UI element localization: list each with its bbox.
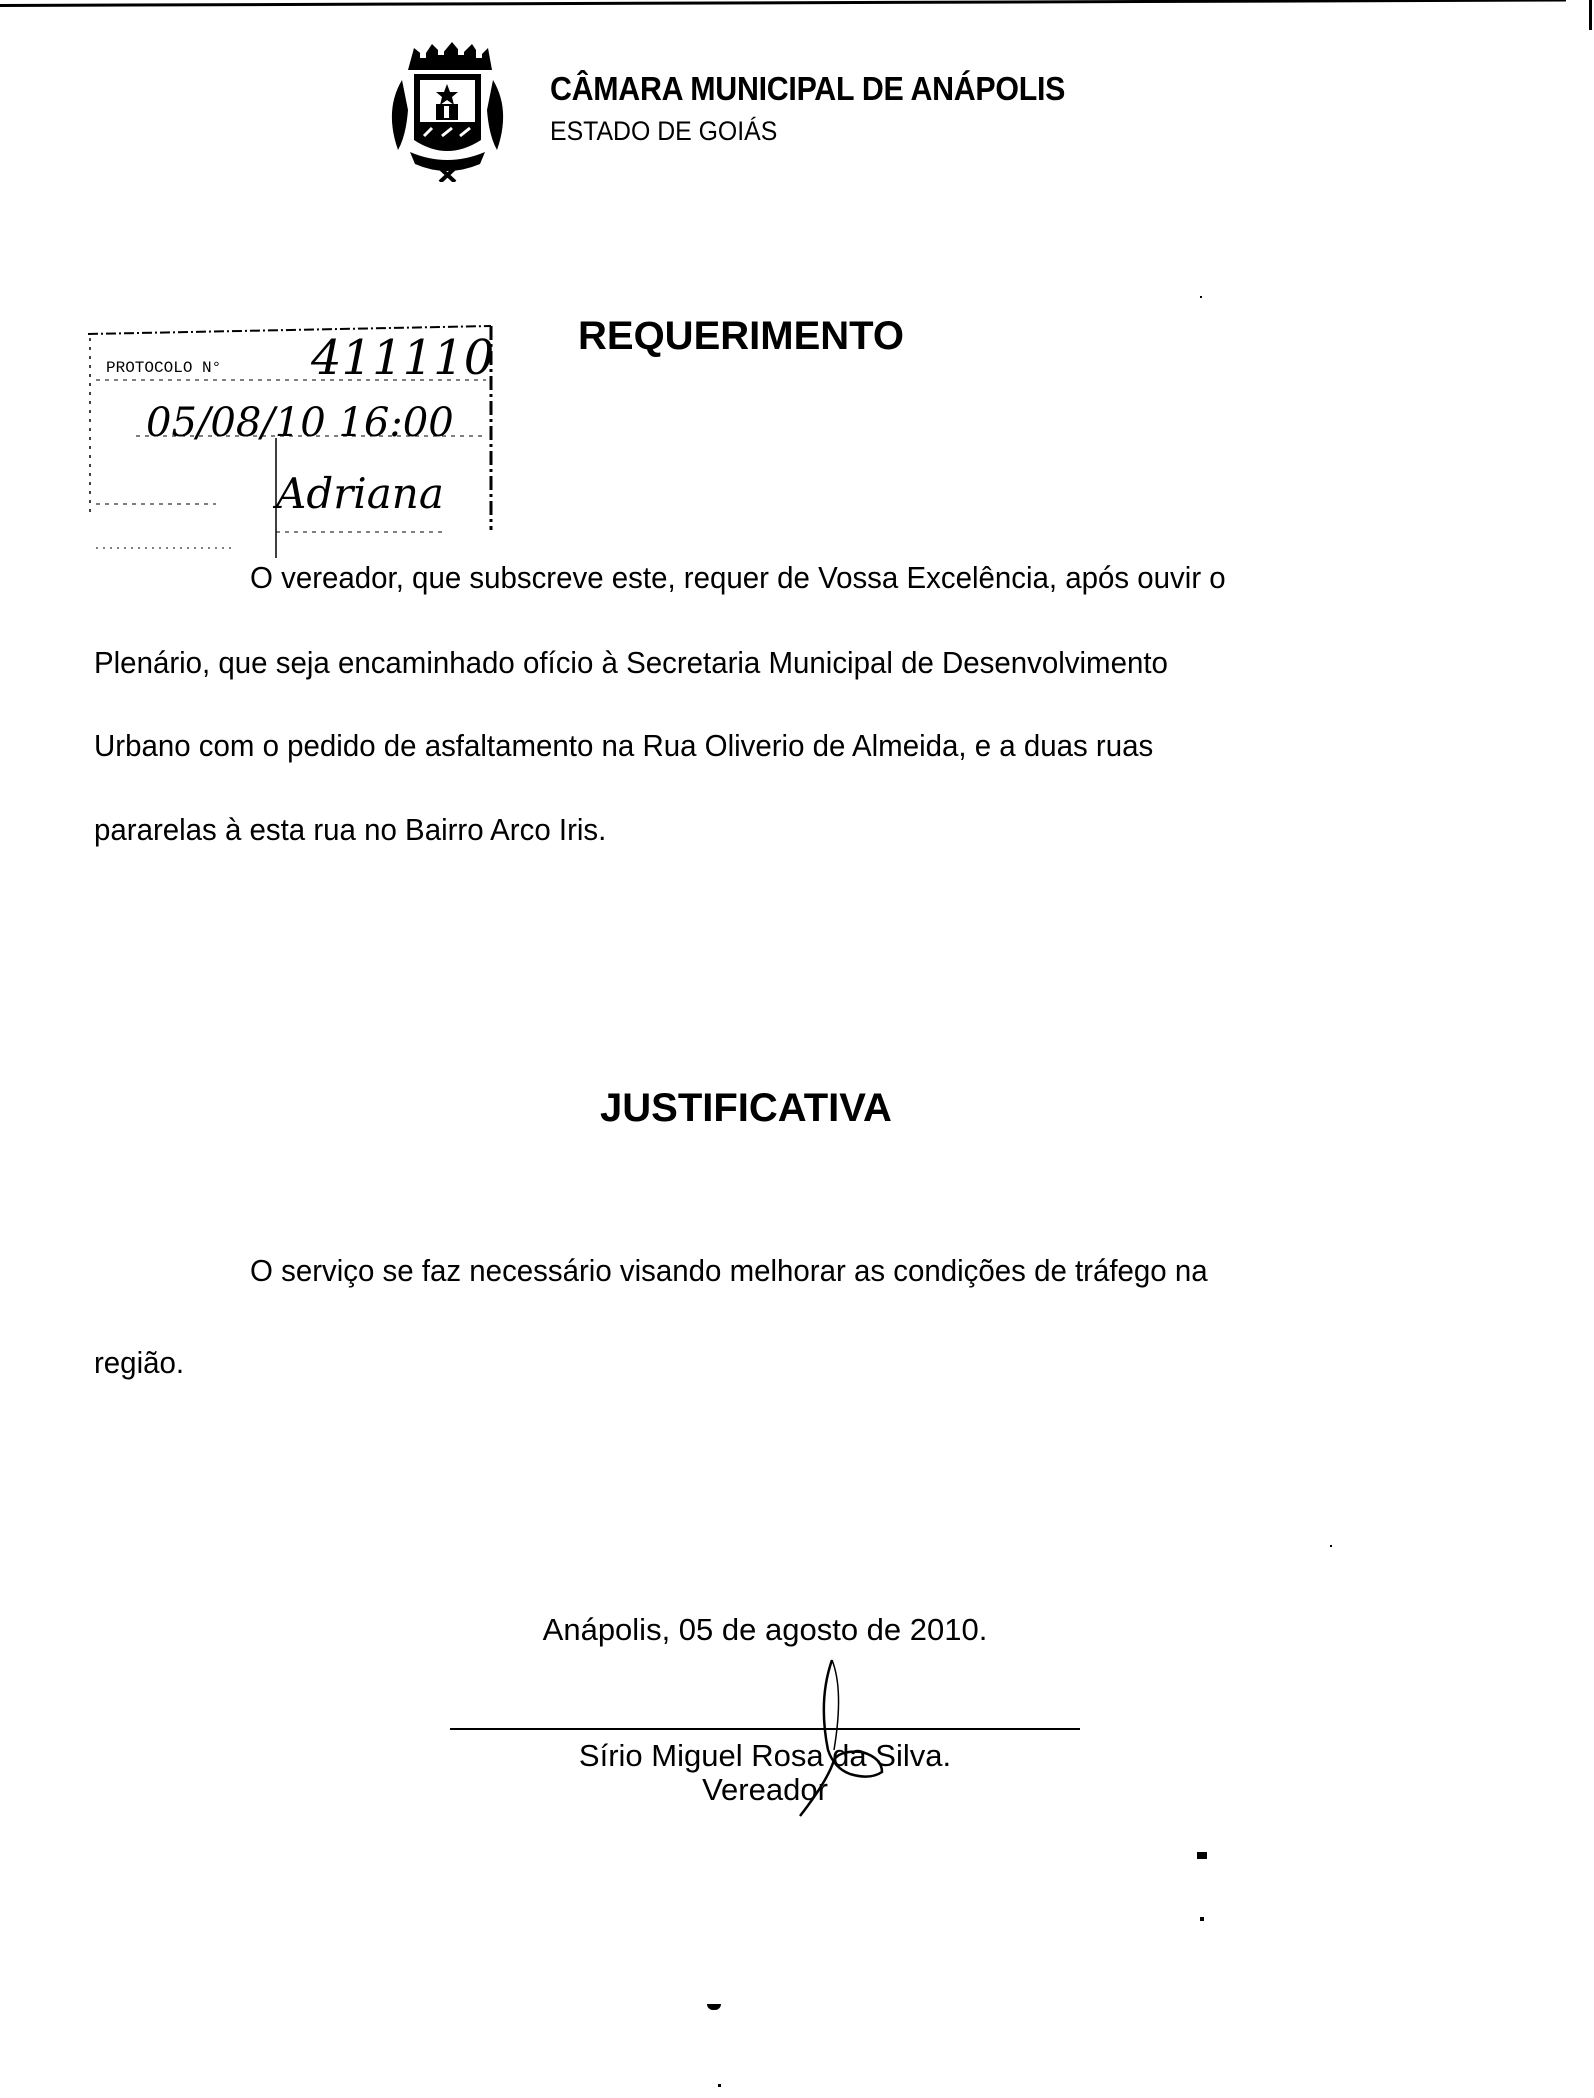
- requerimento-line-1: O vereador, que subscreve este, requer de Vossa Excelência, após ouvir o: [250, 560, 1226, 595]
- requerimento-line-4: pararelas à esta rua no Bairro Arco Iris.: [94, 812, 607, 847]
- scan-speck: [1330, 1545, 1332, 1547]
- scan-speck: [1197, 1852, 1207, 1859]
- place-date: Anápolis, 05 de agosto de 2010.: [542, 1612, 988, 1647]
- signer-name: Sírio Miguel Rosa da Silva.: [578, 1738, 952, 1773]
- signer-role: Vereador: [702, 1772, 828, 1807]
- scan-speck: [718, 2084, 721, 2087]
- scan-edge-right: [1589, 0, 1592, 30]
- signature-line: [450, 1728, 1080, 1730]
- organization-name: CÂMARA MUNICIPAL DE ANÁPOLIS: [550, 70, 1066, 107]
- justificativa-line-1: O serviço se faz necessário visando melhorar as condições de tráfego na: [250, 1253, 1208, 1288]
- requerimento-line-3: Urbano com o pedido de asfaltamento na Rua Oliverio de Almeida, e a duas ruas: [94, 728, 1154, 763]
- justificativa-line-2: região.: [94, 1345, 185, 1380]
- requerimento-line-2: Plenário, que seja encaminhado ofício à Secretaria Municipal de Desenvolvimento: [94, 645, 1168, 680]
- coat-of-arms-icon: [380, 40, 515, 182]
- scan-edge-top: [0, 0, 1566, 7]
- protocol-stamp: [86, 318, 511, 558]
- justificativa-title: JUSTIFICATIVA: [600, 1086, 892, 1130]
- stamp-number: 411110: [311, 330, 495, 386]
- scan-speck: [1200, 1917, 1204, 1921]
- scan-speck: [1200, 296, 1202, 298]
- scan-speck: [707, 2004, 721, 2010]
- stamp-received-by: Adriana: [276, 469, 444, 518]
- stamp-date-time: 05/08/10 16:00: [146, 400, 454, 446]
- requerimento-title: REQUERIMENTO: [578, 314, 904, 358]
- stamp-label-number: PROTOCOLO N°: [106, 359, 222, 377]
- organization-state: ESTADO DE GOIÁS: [550, 116, 778, 146]
